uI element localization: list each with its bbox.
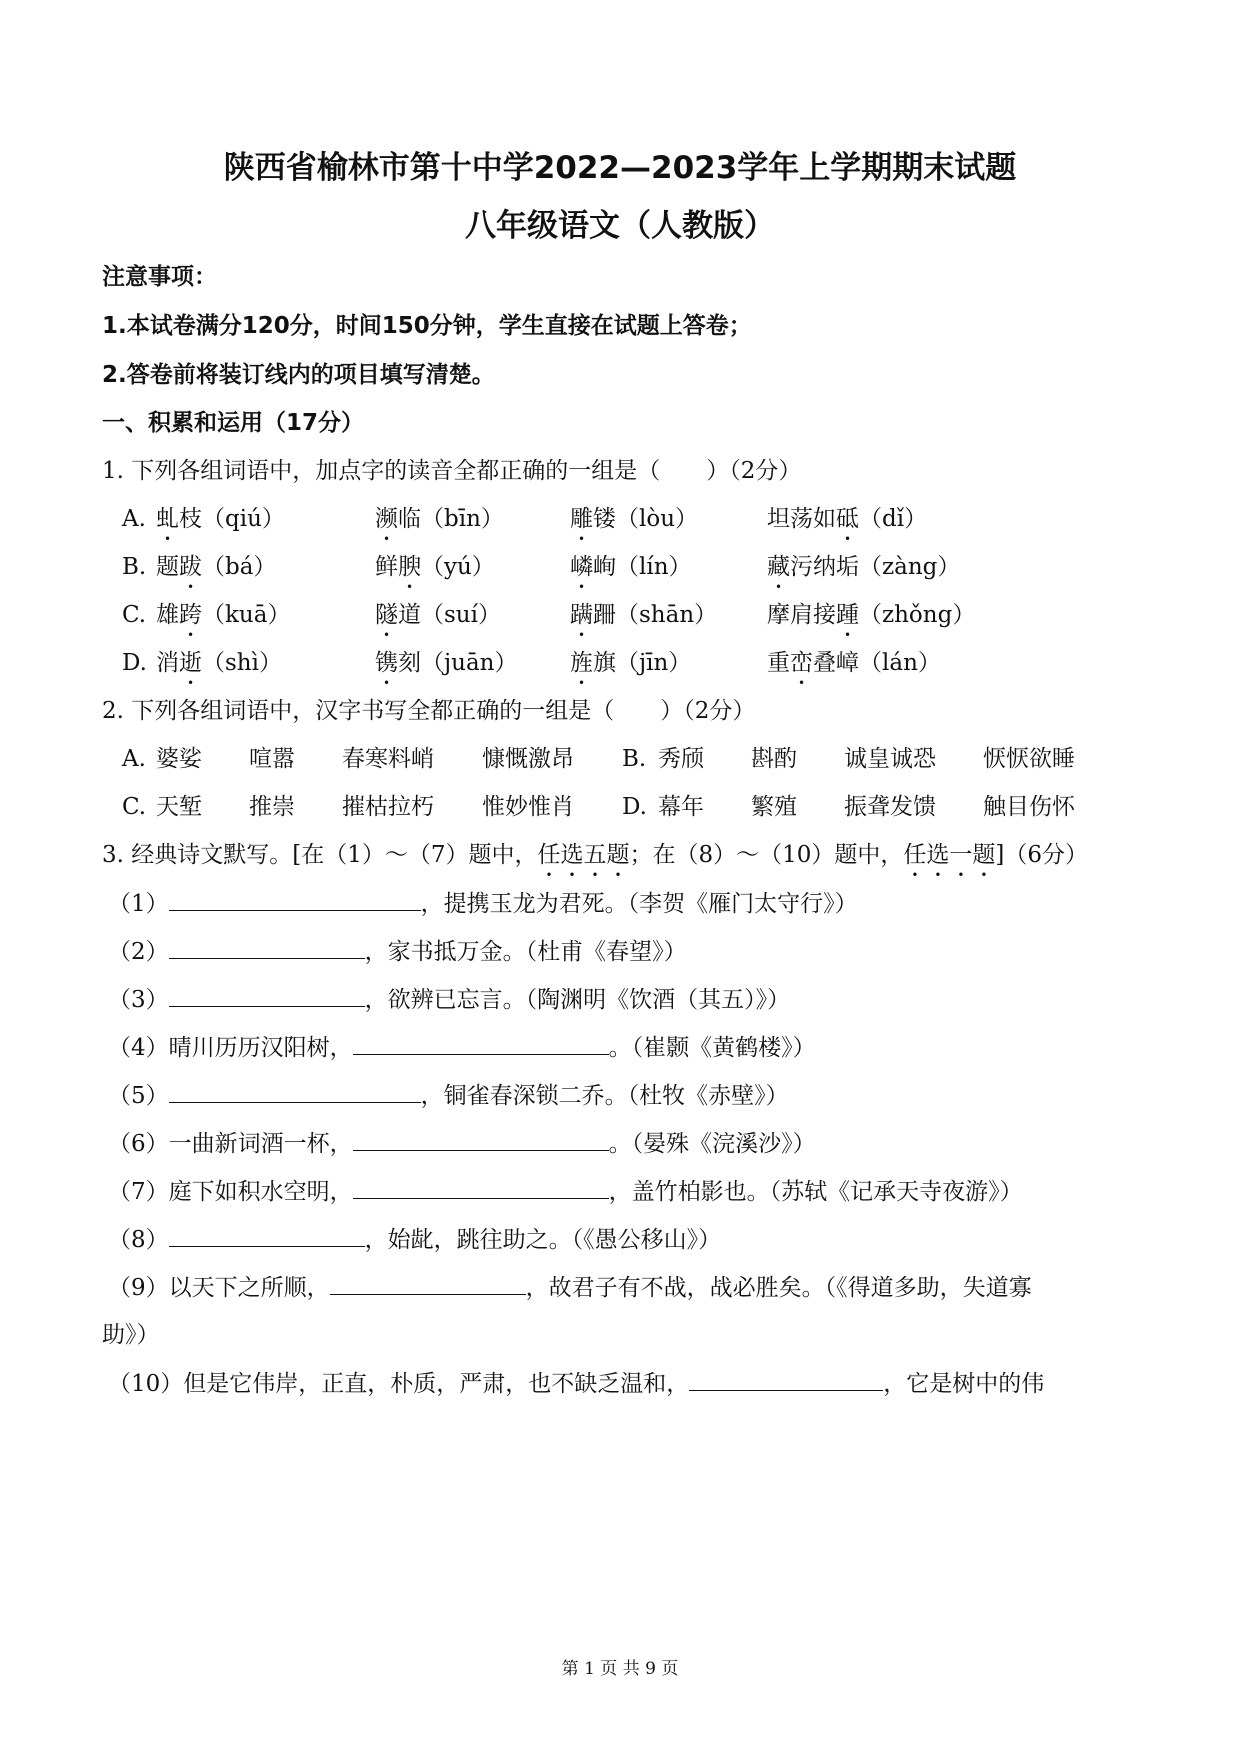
q3-stem-part: ；在（8）～（10）题中， [629, 842, 904, 868]
word-rest: 道（suí） [398, 602, 501, 628]
q2-d-word-2: 繁殖 [751, 794, 797, 820]
q3-item-10 [108, 1368, 1044, 1399]
option-label: D. [622, 794, 647, 820]
word-rest: 峋（lín） [593, 554, 692, 580]
q3-stem-part: ]（6分） [995, 842, 1089, 868]
answer-blank[interactable] [169, 984, 365, 1007]
word-prefix: 摩肩接 [767, 602, 836, 628]
q3-item-4 [108, 1032, 816, 1063]
word-prefix: 消 [156, 650, 179, 676]
q3-item-1 [108, 888, 858, 919]
dotted-char: 濒 [375, 506, 398, 532]
q1-stem: 1. 下列各组词语中，加点字的读音全都正确的一组是（ ）（2分） [102, 458, 802, 484]
dotted-char: 跋 [179, 554, 202, 580]
q3-item-5 [108, 1080, 789, 1111]
dotted-char: 蹒 [570, 602, 593, 628]
q3-item-8 [108, 1224, 721, 1255]
page-number: 第 1 页 共 9 页 [561, 1659, 679, 1679]
dotted-char: 雕 [570, 506, 593, 532]
word-prefix: 题 [156, 554, 179, 580]
q2-d-word-4: 触目伤怀 [983, 794, 1075, 820]
q3-item-9-continued: 助》） [102, 1322, 160, 1348]
q2-c-word-4: 惟妙惟肖 [482, 794, 574, 820]
item-prefix: （10）但是它伟岸，正直，朴质，严肃，也不缺乏温和， [108, 1371, 690, 1397]
q2-b-word-2: 斟酌 [751, 746, 797, 772]
answer-blank[interactable] [353, 1176, 609, 1199]
dotted-char: 踵 [836, 602, 859, 628]
option-label: A. [122, 746, 146, 772]
option-label: B. [622, 746, 647, 772]
q1-a-word-2 [375, 504, 504, 546]
q3-stem-part: 3. 经典诗文默写。[在（1）～（7）题中， [102, 842, 538, 868]
item-text: ，提携玉龙为君死。（李贺《雁门太守行》） [420, 891, 858, 917]
q1-c-word-2 [375, 600, 501, 642]
dotted-char: 逝 [179, 650, 202, 676]
dotted-char: 砥 [836, 506, 859, 532]
item-text: ，盖竹柏影也。（苏轼《记承天寺夜游》） [608, 1179, 1023, 1205]
q1-c-word-3 [570, 600, 717, 642]
q1-b-word-1 [156, 552, 276, 594]
q3-stem-emphasis: 任选五题 [537, 842, 630, 868]
q1-b-word-3 [570, 552, 692, 594]
q3-stem [102, 840, 1088, 882]
word-rest: 刻（juān） [398, 650, 518, 676]
q2-b-word-3: 诚皇诚恐 [844, 746, 936, 772]
item-text: ，铜雀春深锁二乔。（杜牧《赤壁》） [420, 1083, 789, 1109]
word-rest: 叠嶂（lán） [813, 650, 941, 676]
dotted-char: 虬 [156, 506, 179, 532]
option-label: B. [122, 554, 147, 580]
option-label: D. [122, 650, 147, 676]
word-rest: 旗（jīn） [593, 650, 692, 676]
word-prefix: 鲜 [375, 554, 398, 580]
q2-c-word-3: 摧枯拉朽 [342, 794, 434, 820]
q1-d-word-2 [375, 648, 517, 690]
item-prefix: （6）一曲新词酒一杯， [108, 1131, 353, 1157]
dotted-char: 藏 [767, 554, 790, 580]
dotted-char: 腴 [398, 554, 421, 580]
q2-stem: 2. 下列各组词语中，汉字书写全都正确的一组是（ ）（2分） [102, 698, 756, 724]
q1-c-word-1 [156, 600, 290, 642]
q3-item-6 [108, 1128, 816, 1159]
answer-blank[interactable] [330, 1272, 526, 1295]
q1-option-d [122, 648, 1122, 678]
q1-option-b [122, 552, 1122, 582]
item-prefix: （7）庭下如积水空明， [108, 1179, 353, 1205]
dotted-char: 隧 [375, 602, 398, 628]
q1-d-word-1 [156, 648, 282, 690]
q3-stem-emphasis: 任选一题 [903, 842, 996, 868]
answer-blank[interactable] [169, 888, 421, 911]
q1-a-word-4 [767, 504, 927, 546]
q3-item-2 [108, 936, 687, 967]
word-prefix: 雄 [156, 602, 179, 628]
dotted-char: 旌 [570, 650, 593, 676]
item-prefix: （9）以天下之所顺， [108, 1275, 330, 1301]
q1-a-word-1 [156, 504, 285, 546]
answer-blank[interactable] [169, 936, 365, 959]
word-prefix: 重 [767, 650, 790, 676]
q2-d-word-1: 幕年 [658, 794, 704, 820]
word-rest: （zhǒng） [859, 602, 976, 628]
item-text: ，欲辨已忘言。（陶渊明《饮酒（其五）》） [364, 987, 791, 1013]
dotted-char: 跨 [179, 602, 202, 628]
q2-c-word-2: 推崇 [249, 794, 295, 820]
q3-item-7 [108, 1176, 1023, 1207]
option-label: A. [122, 506, 146, 532]
item-prefix: （8） [108, 1227, 169, 1253]
notes-heading: 注意事项： [102, 264, 217, 290]
answer-blank[interactable] [689, 1368, 883, 1391]
word-rest: （yú） [421, 554, 495, 580]
item-text: ，故君子有不战，战必胜矣。（《得道多助，失道寡 [525, 1275, 1032, 1301]
q3-item-3 [108, 984, 790, 1015]
q1-option-c [122, 600, 1122, 630]
q1-a-word-3 [570, 504, 698, 546]
q2-a-word-1: 婆娑 [156, 746, 202, 772]
q2-a-word-3: 春寒料峭 [342, 746, 434, 772]
word-rest: 污纳垢（zàng） [790, 554, 961, 580]
q2-a-word-4: 慷慨激昂 [482, 746, 574, 772]
q1-b-word-4 [767, 552, 960, 594]
answer-blank[interactable] [353, 1128, 609, 1151]
item-prefix: （3） [108, 987, 169, 1013]
item-prefix: （4）晴川历历汉阳树， [108, 1035, 353, 1061]
notes-item-1: 1.本试卷满分120分，时间150分钟，学生直接在试题上答卷； [102, 313, 752, 339]
word-rest: （shì） [202, 650, 282, 676]
item-text: ，始龀，跳往助之。（《愚公移山》） [364, 1227, 722, 1253]
q2-c-word-1: 天堑 [156, 794, 202, 820]
option-label: C. [122, 794, 147, 820]
word-rest: （bá） [202, 554, 277, 580]
word-rest: 临（bīn） [398, 506, 504, 532]
answer-blank[interactable] [169, 1080, 421, 1103]
item-text: ，家书抵万金。（杜甫《春望》） [364, 939, 687, 965]
dotted-char: 峦 [790, 650, 813, 676]
q2-a-word-2: 喧嚣 [249, 746, 295, 772]
item-prefix: （2） [108, 939, 169, 965]
q1-b-word-2 [375, 552, 495, 594]
word-rest: 枝（qiú） [179, 506, 285, 532]
q1-d-word-4 [767, 648, 941, 690]
word-rest: （kuā） [202, 602, 291, 628]
word-prefix: 坦荡如 [767, 506, 836, 532]
answer-blank[interactable] [353, 1032, 609, 1055]
word-rest: 镂（lòu） [593, 506, 699, 532]
answer-blank[interactable] [169, 1224, 365, 1247]
q2-b-word-4: 恹恹欲睡 [983, 746, 1075, 772]
q1-c-word-4 [767, 600, 975, 642]
item-text: 。（晏殊《浣溪沙》） [608, 1131, 816, 1157]
q3-item-9 [108, 1272, 1032, 1303]
option-label: C. [122, 602, 147, 628]
q2-b-word-1: 秀颀 [658, 746, 704, 772]
item-prefix: （1） [108, 891, 169, 917]
q1-option-a [122, 504, 1122, 534]
word-rest: 跚（shān） [593, 602, 718, 628]
q1-d-word-3 [570, 648, 691, 690]
section-heading: 一、积累和运用（17分） [102, 410, 365, 436]
q2-options-row-1 [122, 744, 1122, 774]
q2-d-word-3: 振聋发馈 [844, 794, 936, 820]
q2-options-row-2 [122, 792, 1122, 822]
item-text: ，它是树中的伟 [883, 1371, 1045, 1397]
item-prefix: （5） [108, 1083, 169, 1109]
dotted-char: 镌 [375, 650, 398, 676]
notes-item-2: 2.答卷前将装订线内的项目填写清楚。 [102, 362, 495, 388]
page-subtitle: 八年级语文（人教版） [465, 208, 775, 244]
dotted-char: 嶙 [570, 554, 593, 580]
page-title: 陕西省榆林市第十中学2022—2023学年上学期期末试题 [223, 150, 1017, 186]
word-rest: （dǐ） [859, 506, 928, 532]
item-text: 。（崔颢《黄鹤楼》） [608, 1035, 816, 1061]
